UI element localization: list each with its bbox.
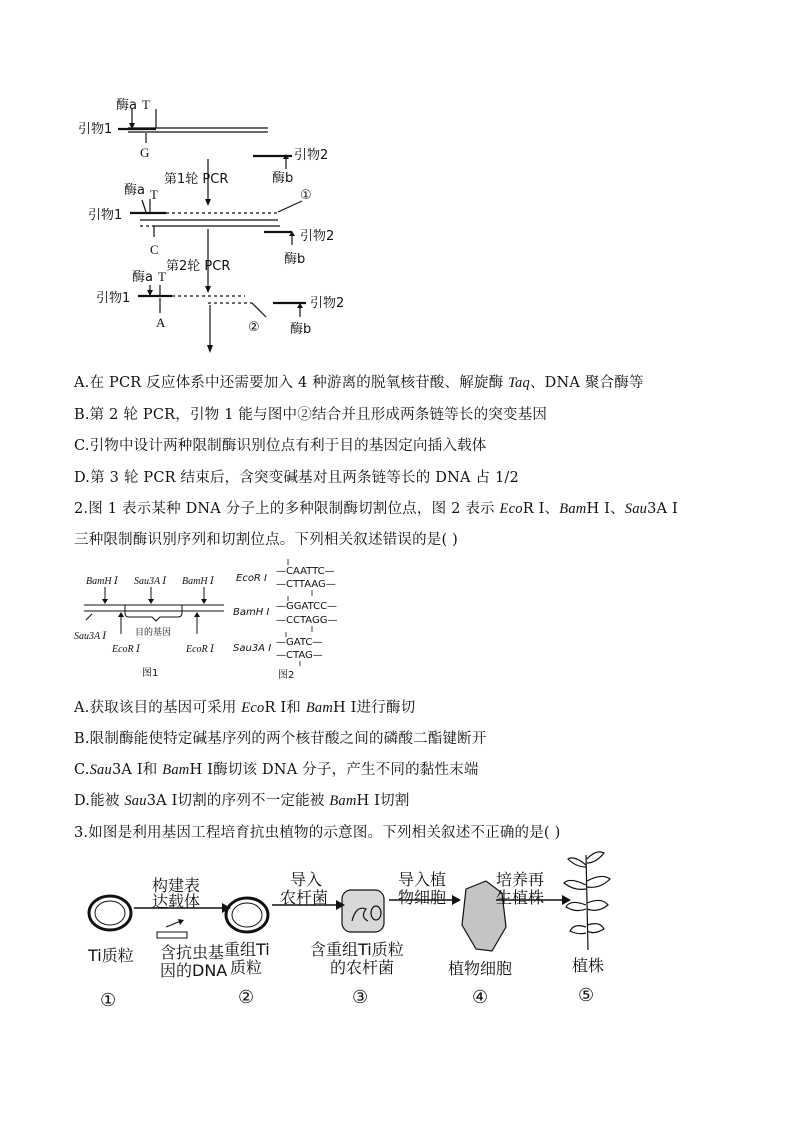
recombinant-label-b: 质粒 xyxy=(230,958,263,977)
step-number-4: ④ xyxy=(472,987,489,1008)
fig2-ecori-label: EcoR Ⅰ xyxy=(236,573,268,584)
gene-label-b: 因的DNA xyxy=(160,961,228,980)
t-base-label: T xyxy=(142,97,150,112)
fig2-ecori-seq-top: —CAATTC— xyxy=(276,566,335,577)
q1-option-b: B.第 2 轮 PCR，引物 1 能与图中②结合并且形成两条链等长的突变基因 xyxy=(74,407,548,423)
agro-label-b: 的农杆菌 xyxy=(330,958,395,977)
q1-option-d: D.第 3 轮 PCR 结束后，含突变碱基对且两条链等长的 DNA 占 1/2 xyxy=(74,470,519,486)
step1-label-a: 构建表 xyxy=(152,876,201,895)
step2-label-b: 农杆菌 xyxy=(280,888,329,907)
enzyme-a-label: 酶a xyxy=(116,98,137,113)
primer1-label-2: 引物1 xyxy=(88,208,123,223)
t-base-label-2: T xyxy=(150,187,158,202)
transgenic-plant-process-figure xyxy=(74,845,634,1015)
q2-stem-line1: 2.图 1 表示某种 DNA 分子上的多种限制酶切割位点，图 2 表示 EcoR Ⅰ、BamH Ⅰ、Sau3A Ⅰ xyxy=(74,501,678,517)
step-number-1: ① xyxy=(100,990,117,1011)
enzyme-b-label: 酶b xyxy=(272,171,294,186)
step4-label-a: 培养再 xyxy=(496,870,545,889)
fig1-target-gene-label: 目的基因 xyxy=(135,628,172,638)
fig1-sau3ai-top: Sau3A Ⅰ xyxy=(134,576,167,587)
fig2-sau3ai-seq-bottom: —CTAG— xyxy=(276,650,323,661)
fig1-bamhi-right: BamH Ⅰ xyxy=(182,576,215,587)
mark-1: ① xyxy=(300,188,312,203)
fig1-ecori-left: EcoR Ⅰ xyxy=(112,644,141,655)
q2-option-a: A.获取该目的基因可采用 EcoR Ⅰ和 BamH Ⅰ进行酶切 xyxy=(74,700,416,716)
q1-option-c: C.引物中设计两种限制酶识别位点有利于目的基因定向插入载体 xyxy=(74,438,487,454)
fig2-caption: 图2 xyxy=(278,670,295,681)
step-number-2: ② xyxy=(238,987,255,1008)
primer1-label: 引物1 xyxy=(78,122,113,137)
recognition-sequences-figure2 xyxy=(228,556,358,686)
step2-label-a: 导入 xyxy=(290,870,323,889)
restriction-map-figure1 xyxy=(74,562,234,682)
a-base-label: A xyxy=(156,315,166,330)
q3-stem: 3.如图是利用基因工程培育抗虫植物的示意图。下列相关叙述不正确的是( ) xyxy=(74,825,561,841)
plant-cell-label: 植物细胞 xyxy=(448,959,513,978)
step3-label-b: 物细胞 xyxy=(398,888,447,907)
enzyme-b-label-3: 酶b xyxy=(290,322,312,337)
q2-stem-line2: 三种限制酶识别序列和切割位点。下列相关叙述错误的是( ) xyxy=(74,532,459,548)
g-base-label: G xyxy=(140,145,150,160)
step-number-5: ⑤ xyxy=(578,985,595,1006)
recombinant-label-a: 重组Ti xyxy=(224,940,270,959)
step3-label-a: 导入植 xyxy=(398,870,447,889)
enzyme-a-label-3: 酶a xyxy=(132,270,153,285)
q2-option-d: D.能被 Sau3A Ⅰ切割的序列不一定能被 BamH Ⅰ切割 xyxy=(74,793,410,809)
c-base-label: C xyxy=(150,242,159,257)
fig1-sau3ai-bottom: Sau3A Ⅰ xyxy=(74,631,107,642)
fig1-bamhi-left: BamH Ⅰ xyxy=(86,576,119,587)
step-number-3: ③ xyxy=(352,987,369,1008)
pcr-mutation-diagram xyxy=(70,95,360,360)
fig1-ecori-right: EcoR Ⅰ xyxy=(186,644,215,655)
plant-icon xyxy=(564,852,610,950)
q2-option-b: B.限制酶能使特定碱基序列的两个核苷酸之间的磷酸二酯键断开 xyxy=(74,731,487,747)
step4-label-b: 生植株 xyxy=(496,888,545,907)
t-base-label-3: T xyxy=(158,269,166,284)
step1-label-b: 达载体 xyxy=(152,892,201,911)
q2-option-c: C.Sau3A Ⅰ和 BamH Ⅰ酶切该 DNA 分子，产生不同的黏性末端 xyxy=(74,762,479,778)
agrobacterium-icon xyxy=(342,890,384,932)
fig2-bamhi-seq-top: —GGATCC— xyxy=(276,601,338,612)
fig2-bamhi-seq-bottom: —CCTAGG— xyxy=(276,615,338,626)
fig1-caption: 图1 xyxy=(142,668,159,679)
fig2-sau3ai-label: Sau3A Ⅰ xyxy=(233,643,272,654)
round2-label: 第2轮 PCR xyxy=(166,259,231,274)
ti-plasmid-label: Ti质粒 xyxy=(88,946,134,965)
enzyme-a-label-2: 酶a xyxy=(124,183,145,198)
primer2-label-2: 引物2 xyxy=(300,229,335,244)
fig2-bamhi-label: BamH Ⅰ xyxy=(233,607,270,618)
fig2-ecori-seq-bottom: —CTTAAG— xyxy=(276,579,336,590)
gene-label-a: 含抗虫基 xyxy=(160,943,225,962)
q1-option-a: A.在 PCR 反应体系中还需要加入 4 种游离的脱氧核苷酸、解旋酶 Taq、DNA 聚合酶等 xyxy=(74,375,644,391)
primer2-label: 引物2 xyxy=(294,148,329,163)
plant-label: 植株 xyxy=(572,956,605,975)
primer2-label-3: 引物2 xyxy=(310,296,345,311)
mark-2: ② xyxy=(248,320,260,335)
round1-label: 第1轮 PCR xyxy=(164,172,229,187)
gene-dna-icon xyxy=(157,932,187,938)
primer1-label-3: 引物1 xyxy=(96,291,131,306)
agro-label-a: 含重组Ti质粒 xyxy=(310,940,404,959)
fig2-sau3ai-seq-top: —GATC— xyxy=(276,637,323,648)
enzyme-b-label-2: 酶b xyxy=(284,252,306,267)
